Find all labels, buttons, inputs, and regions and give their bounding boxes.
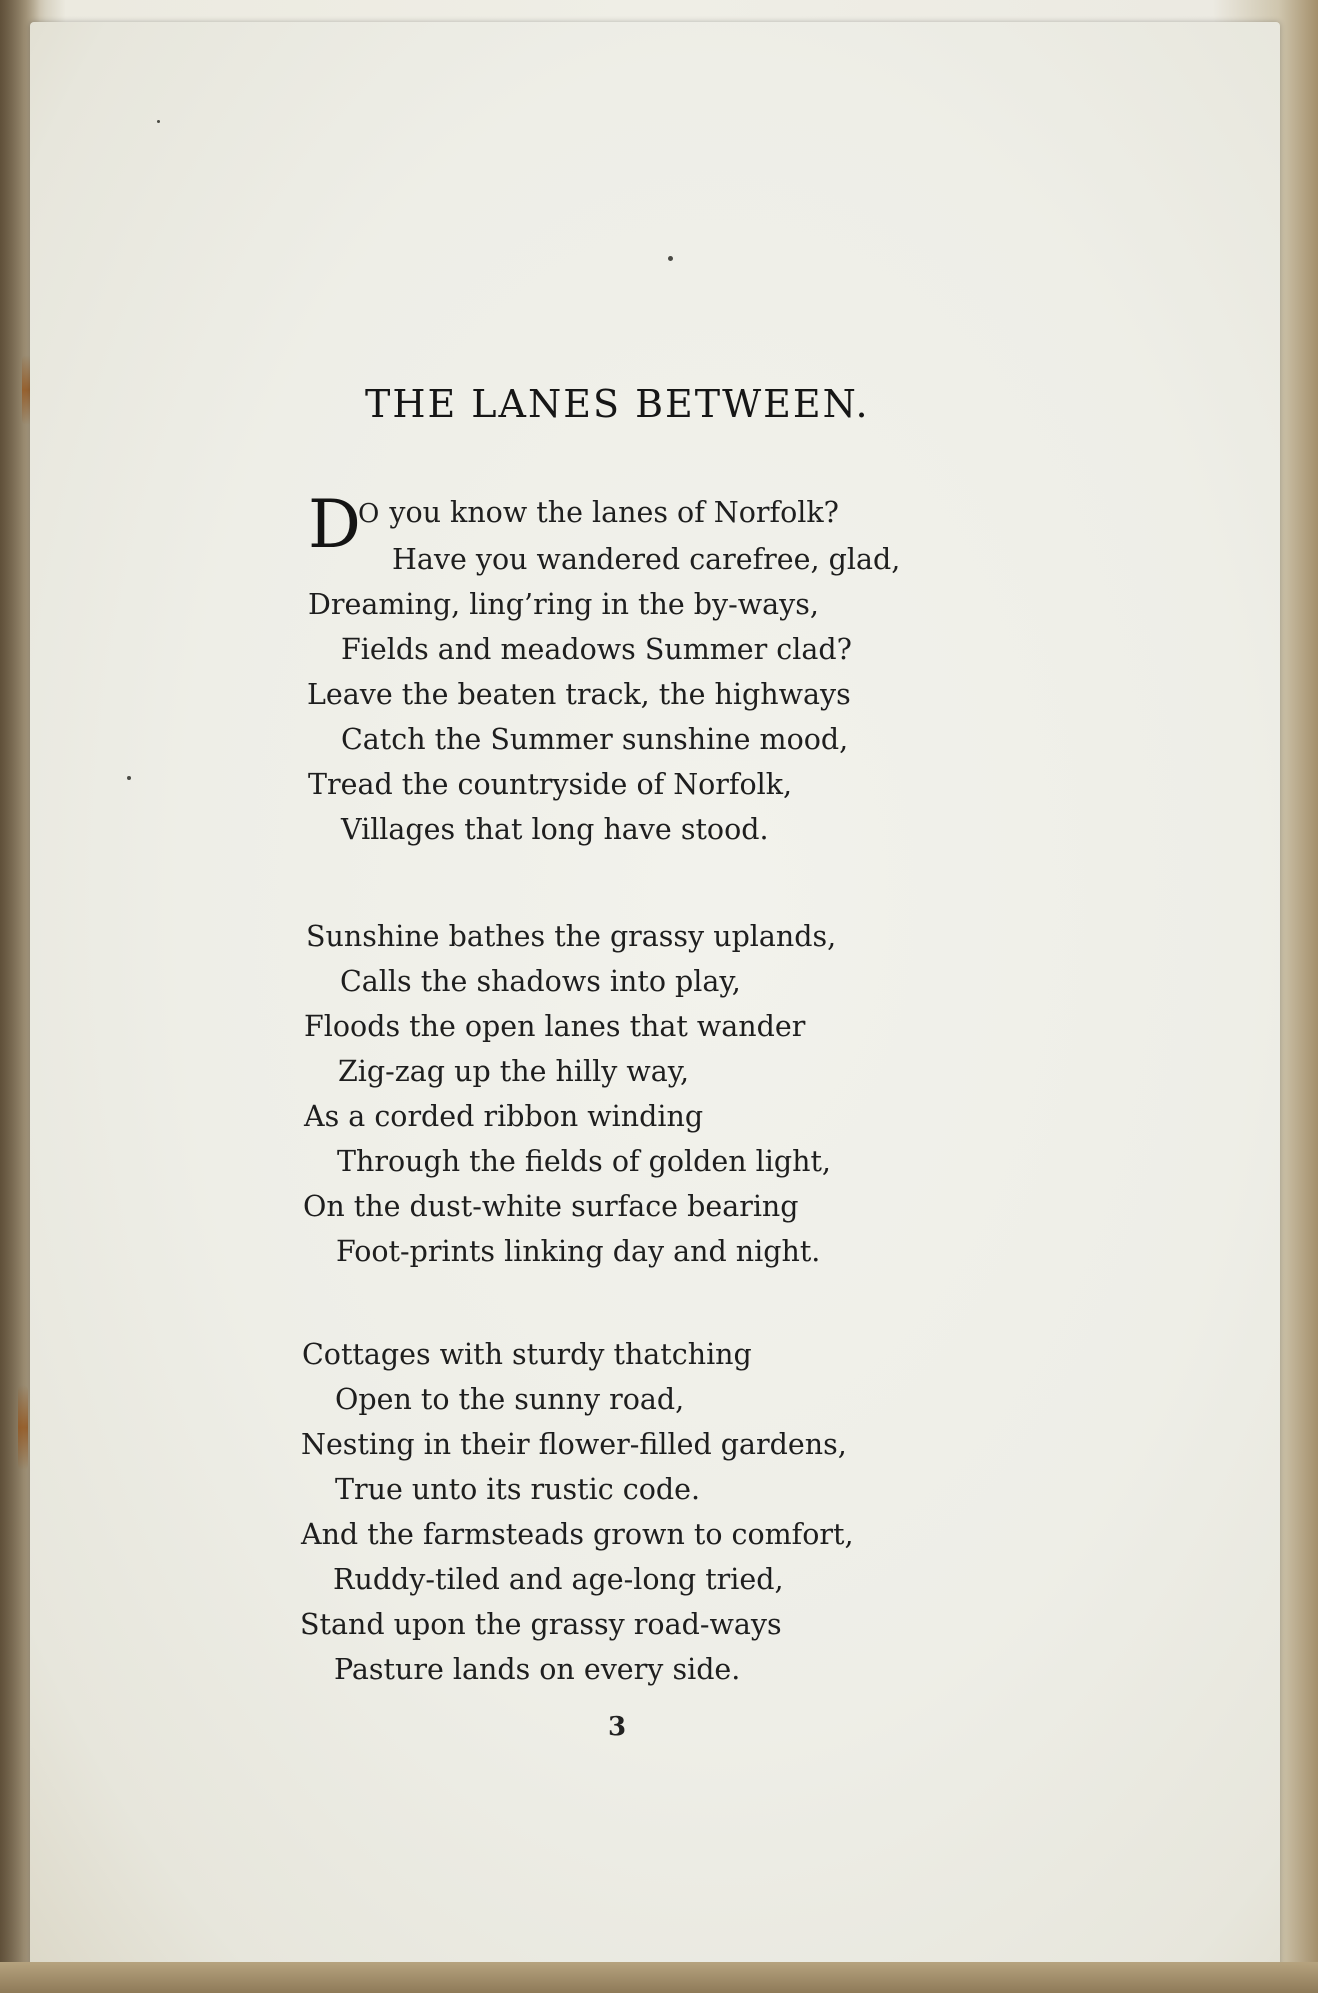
paper-speck xyxy=(127,776,131,780)
poem-line: Fields and meadows Summer clad? xyxy=(341,633,852,666)
poem-line: Through the fields of golden light, xyxy=(337,1145,831,1178)
stanza-2 xyxy=(300,914,836,1274)
poem-line: On the dust-white surface bearing xyxy=(303,1190,799,1223)
poem-line: Villages that long have stood. xyxy=(341,813,769,846)
stanza-3 xyxy=(300,1332,854,1692)
poem-line: Tread the countryside of Norfolk, xyxy=(308,768,793,801)
paper-speck xyxy=(668,256,673,261)
poem-line: Nesting in their flower-filled gardens, xyxy=(301,1428,847,1461)
poem-line: Catch the Summer sunshine mood, xyxy=(341,723,849,756)
first-line-smallcap: O xyxy=(358,499,381,529)
page-number: 3 xyxy=(608,1712,627,1742)
poem-line: Sunshine bathes the grassy uplands, xyxy=(306,920,837,953)
poem-title: THE LANES BETWEEN. xyxy=(365,382,870,426)
poem-line: Ruddy-tiled and age-long tried, xyxy=(333,1563,784,1596)
poem-line: As a corded ribbon winding xyxy=(304,1100,704,1133)
poem-line: Pasture lands on every side. xyxy=(334,1653,741,1686)
poem-line: Calls the shadows into play, xyxy=(340,965,741,998)
poem-line: Zig-zag up the hilly way, xyxy=(338,1055,690,1088)
drop-cap: D xyxy=(308,486,361,563)
poem-line: Cottages with sturdy thatching xyxy=(302,1338,752,1371)
poem-line: Floods the open lanes that wander xyxy=(304,1010,806,1043)
stanza-1 xyxy=(300,537,900,852)
poem-line: Have you wandered carefree, glad, xyxy=(392,543,901,576)
poem-line: True unto its rustic code. xyxy=(335,1473,701,1506)
poem-line: And the farmsteads grown to comfort, xyxy=(301,1518,854,1551)
poem-line: Foot-prints linking day and night. xyxy=(336,1235,821,1268)
poem-line: Stand upon the grassy road-ways xyxy=(300,1608,782,1641)
poem-line: Dreaming, ling’ring in the by-ways, xyxy=(308,588,819,621)
first-line-text: you know the lanes of Norfolk? xyxy=(380,496,839,529)
poem-first-line xyxy=(358,490,839,537)
poem-line: Open to the sunny road, xyxy=(335,1383,685,1416)
paper-speck xyxy=(157,120,160,123)
poem-line: Leave the beaten track, the highways xyxy=(307,678,851,711)
